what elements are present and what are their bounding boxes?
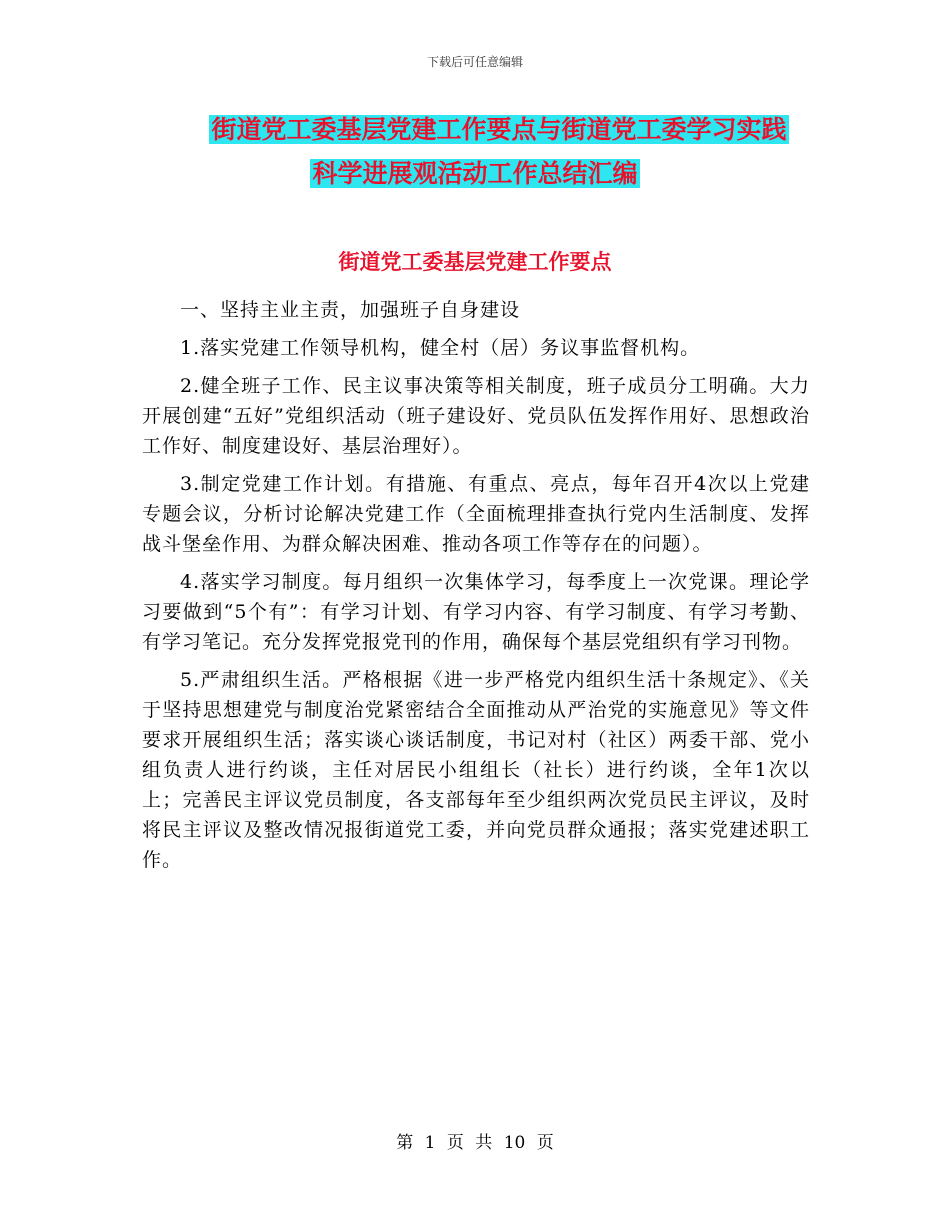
main-title-line-2-text: 科学进展观活动工作总结汇编 <box>312 159 638 188</box>
paragraph-item-5: 5.严肃组织生活。严格根据《进一步严格党内组织生活十条规定》、《关于坚持思想建党与制度治党紧密结合全面推动从严治党的实施意见》等文件要求开展组织生活；落实谈心谈话制度，书记对村（社区）两委干部、党小组负责人进行约谈，主任对居民小组组长（社长）进行约谈，全年1次以上；完善民主评议党员制度，各支部每年至少组织两次党员民主评议，及时将民主评议及整改情况报街道党工委，并向党员群众通报；落实党建述职工作。 <box>142 669 810 871</box>
document-body <box>142 295 810 883</box>
paragraph-heading-1: 一、坚持主业主责，加强班子自身建设 <box>180 299 521 321</box>
paragraph-item-2: 2.健全班子工作、民主议事决策等相关制度，班子成员分工明确。大力开展创建“五好”党组织活动（班子建设好、党员队伍发挥作用好、思想政治工作好、制度建设好、基层治理好）。 <box>142 375 810 457</box>
main-title-line-1-text: 街道党工委基层党建工作要点与街道党工委学习实践 <box>211 115 787 144</box>
section-title: 街道党工委基层党建工作要点 <box>338 250 612 274</box>
paragraph-item-3: 3.制定党建工作计划。有措施、有重点、亮点，每年召开4次以上党建专题会议，分析讨论解决党建工作（全面梳理排查执行党内生活制度、发挥战斗堡垒作用、为群众解决困难、推动各项工作等存在的问题）。 <box>142 473 810 555</box>
page-number-footer: 第 1 页 共 10 页 <box>396 1133 554 1153</box>
header-note: 下载后可任意编辑 <box>426 55 523 69</box>
paragraph-item-1: 1.落实党建工作领导机构，健全村（居）务议事监督机构。 <box>180 337 701 359</box>
main-title-line-2 <box>0 155 950 193</box>
paragraph-item-4: 4.落实学习制度。每月组织一次集体学习，每季度上一次党课。理论学习要做到“5个有”：有学习计划、有学习内容、有学习制度、有学习考勤、有学习笔记。充分发挥党报党刊的作用，确保每个基层党组织有学习刊物。 <box>142 571 810 653</box>
main-title-line-1 <box>0 111 950 149</box>
